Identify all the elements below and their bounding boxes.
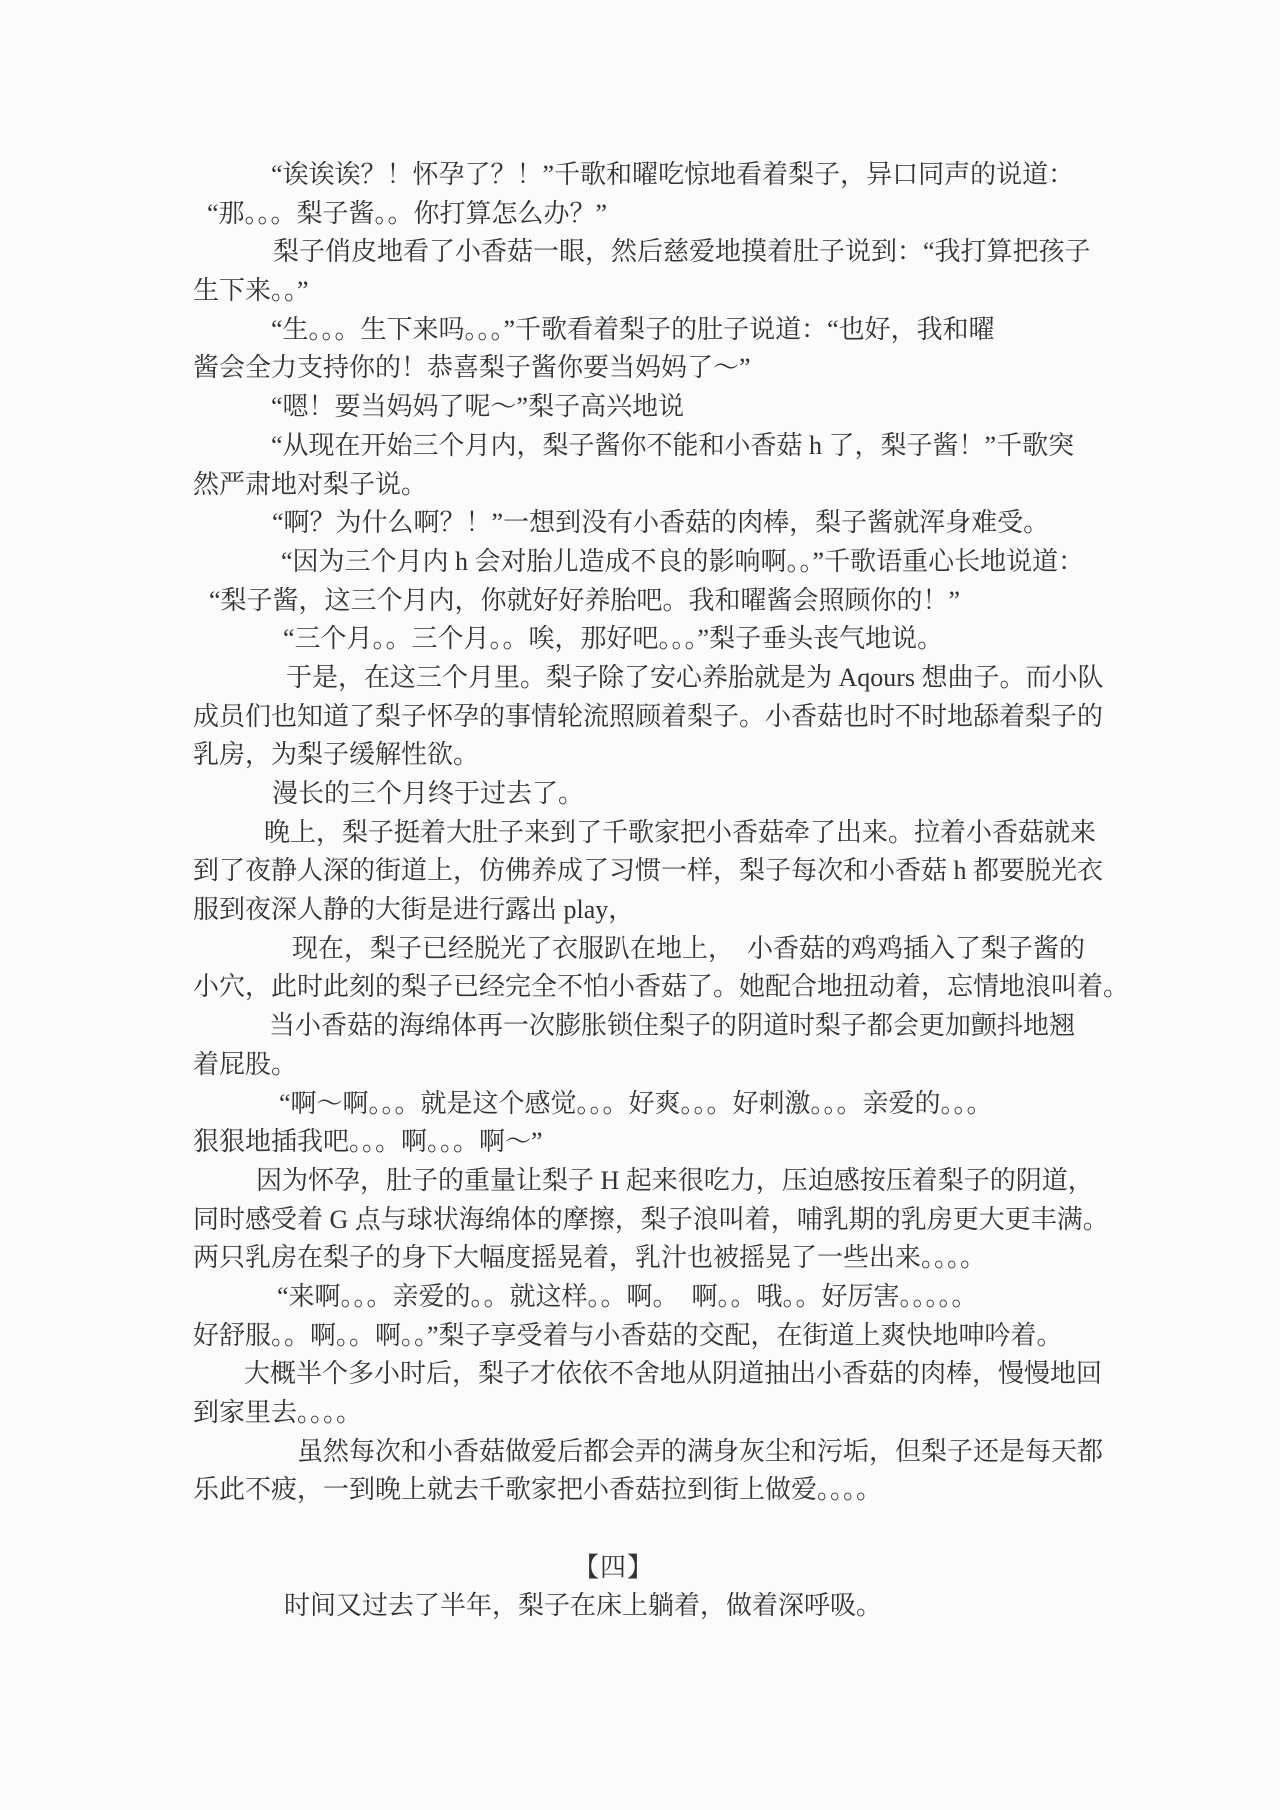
text-line: 酱会全力支持你的！恭喜梨子酱你要当妈妈了～” (193, 353, 751, 383)
text-line: “梨子酱，这三个月内，你就好好养胎吧。我和曜酱会照顾你的！” (209, 585, 961, 615)
text-line: 着屁股。 (193, 1049, 298, 1079)
section-heading: 【四】 (573, 1552, 655, 1582)
text-line: 好舒服。。啊。。啊。。”梨子享受着与小香菇的交配，在街道上爽快地呻吟着。 (193, 1320, 1063, 1350)
text-line: 然严肃地对梨子说。 (193, 469, 428, 499)
text-line: 两只乳房在梨子的身下大幅度摇晃着，乳汁也被摇晃了一些出来。。。。 (193, 1243, 987, 1273)
text-line: 晚上，梨子挺着大肚子来到了千歌家把小香菇牵了出来。拉着小香菇就来 (264, 817, 1097, 847)
text-line: 漫长的三个月终于过去了。 (272, 779, 585, 808)
text-line: 现在，梨子已经脱光了衣服趴在地上， 小香菇的鸡鸡插入了梨子酱的 (292, 933, 1086, 963)
text-line: 生下来。。” (193, 276, 309, 306)
text-line: 大概半个多小时后，梨子才依依不舍地从阴道抽出小香菇的肉棒，慢慢地回 (244, 1359, 1103, 1389)
text-line: “啊～啊。。。就是这个感觉。。。好爽。。。好刺激。。。亲爱的。。。 (279, 1088, 993, 1118)
text-line: “啊？为什么啊？！”一想到没有小香菇的肉棒，梨子酱就浑身难受。 (272, 508, 1050, 538)
text-line: “生。。。生下来吗。。。”千歌看着梨子的肚子说道：“也好，我和曜 (271, 314, 995, 344)
text-line: 乳房，为梨子缓解性欲。 (193, 740, 480, 770)
text-line: 狠狠地插我吧。。。啊。。。啊～” (193, 1127, 543, 1157)
text-line: “诶诶诶？！怀孕了？！”千歌和曜吃惊地看着梨子，异口同声的说道： (271, 160, 1075, 189)
text-line: 乐此不疲，一到晚上就去千歌家把小香菇拉到街上做爱。。。。 (193, 1475, 883, 1505)
text-line: “从现在开始三个月内，梨子酱你不能和小香菇 h 了，梨子酱！”千歌突 (271, 430, 1075, 460)
text-line: 到家里去。。。。 (193, 1398, 363, 1427)
text-line: “因为三个月内 h 会对胎儿造成不良的影响啊。。”千歌语重心长地说道： (281, 546, 1085, 576)
text-line: 于是，在这三个月里。梨子除了安心养胎就是为 Aqours 想曲子。而小队 (286, 662, 1104, 692)
text-line: 同时感受着 G 点与球状海绵体的摩擦，梨子浪叫着，哺乳期的乳房更大更丰满。 (193, 1204, 1109, 1234)
text-line: 梨子俏皮地看了小香菇一眼，然后慈爱地摸着肚子说到：“我打算把孩子 (273, 237, 1091, 267)
text-line: 时间又过去了半年，梨子在床上躺着，做着深呼吸。 (284, 1591, 883, 1621)
text-line: 虽然每次和小香菇做爱后都会弄的满身灰尘和污垢，但梨子还是每天都 (297, 1436, 1104, 1466)
text-line: 成员们也知道了梨子怀孕的事情轮流照顾着梨子。小香菇也时不时地舔着梨子的 (193, 701, 1104, 731)
text-line: “嗯！要当妈妈了呢～”梨子高兴地说 (271, 392, 685, 422)
text-line: “三个月。。三个月。。唉，那好吧。。。”梨子垂头丧气地说。 (283, 624, 944, 654)
text-line: 因为怀孕，肚子的重量让梨子 H 起来很吃力，压迫感按压着梨子的阴道， (256, 1165, 1094, 1195)
text-line: “那。。。梨子酱。。你打算怎么办？” (207, 198, 608, 228)
text-line: 到了夜静人深的街道上，仿佛养成了习惯一样，梨子每次和小香菇 h 都要脱光衣 (193, 856, 1104, 886)
text-line: 服到夜深人静的大街是进行露出 play， (193, 895, 635, 925)
story-text-block (193, 156, 1130, 1626)
text-line: “来啊。。。亲爱的。。就这样。。啊。 啊。。哦。。好厉害。。。。。 (277, 1281, 978, 1311)
blank-line (193, 1510, 1123, 1549)
text-line: 小穴，此时此刻的梨子已经完全不怕小香菇了。她配合地扭动着，忘情地浪叫着。 (193, 972, 1130, 1002)
text-line: 当小香菇的海绵体再一次膨胀锁住梨子的阴道时梨子都会更加颤抖地翘 (269, 1011, 1076, 1041)
